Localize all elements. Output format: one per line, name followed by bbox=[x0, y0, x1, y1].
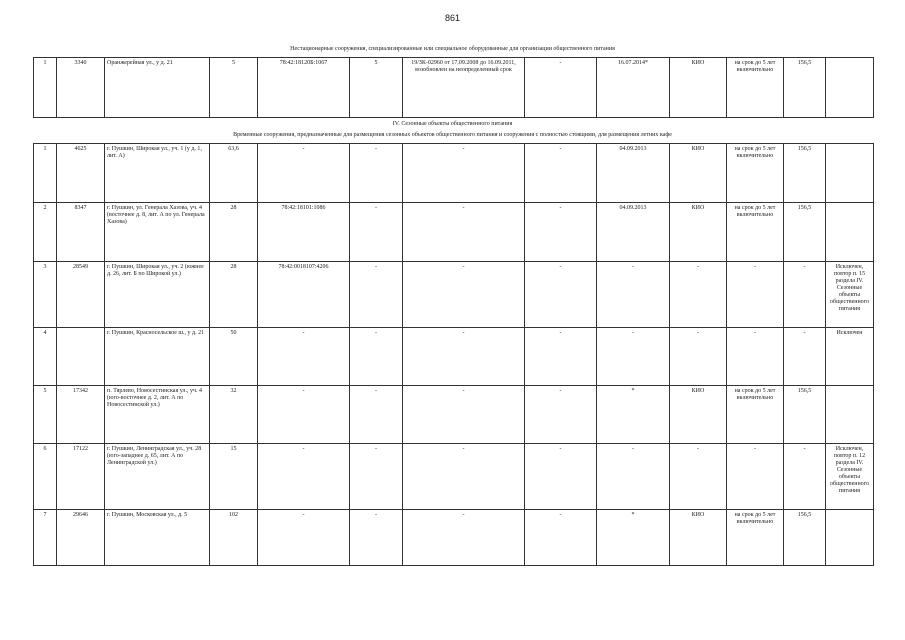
cell-code: - bbox=[784, 328, 826, 386]
cell-kio: КИО bbox=[670, 203, 727, 262]
cell-contract: - bbox=[403, 444, 525, 510]
cell-note bbox=[826, 510, 874, 566]
cell-area: 28 bbox=[210, 262, 258, 328]
table-row bbox=[34, 262, 874, 328]
cell-area2: 5 bbox=[350, 58, 403, 118]
cell-c8: - bbox=[525, 328, 597, 386]
cell-cadastre: - bbox=[258, 328, 350, 386]
cell-cadastre: - bbox=[258, 386, 350, 444]
cell-id bbox=[57, 328, 105, 386]
cell-id: 29646 bbox=[57, 510, 105, 566]
cell-area: 102 bbox=[210, 510, 258, 566]
cell-date: - bbox=[597, 444, 670, 510]
cell-term: на срок до 5 лет включительно bbox=[727, 203, 784, 262]
cell-n: 4 bbox=[34, 328, 57, 386]
cell-contract: - bbox=[403, 262, 525, 328]
cell-contract: 19/ЗК-02960 от 17.09.2008 до 16.09.2011, возобновлен на неопределенный срок bbox=[403, 58, 525, 118]
cell-term: на срок до 5 лет включительно bbox=[727, 386, 784, 444]
prev-section-caption: Нестационарные сооружения, специализированные или специальное оборудованные для организации общественного питания bbox=[290, 46, 615, 52]
section-title: IV. Сезонные объекты общественного питания bbox=[392, 121, 513, 127]
cell-note: Исключен, повтор п. 12 раздела IV. Сезонные объекты общественного питания bbox=[826, 444, 874, 510]
cell-area: 28 bbox=[210, 203, 258, 262]
page-number: 861 bbox=[444, 13, 461, 23]
cell-kio: - bbox=[670, 328, 727, 386]
cell-n: 2 bbox=[34, 203, 57, 262]
cell-term: на срок до 5 лет включительно bbox=[727, 144, 784, 203]
cell-kio: - bbox=[670, 262, 727, 328]
cell-date: * bbox=[597, 510, 670, 566]
cell-code: 156,5 bbox=[784, 386, 826, 444]
cell-note: Исключен bbox=[826, 328, 874, 386]
cell-address: п. Тярлево, Новосестинская ул., уч. 4 (юго-восточнее д. 2, лит. А по Новосестинской ул.) bbox=[105, 386, 210, 444]
cell-contract: - bbox=[403, 144, 525, 203]
cell-area: 32 bbox=[210, 386, 258, 444]
cell-id: 3340 bbox=[57, 58, 105, 118]
cell-area: 5 bbox=[210, 58, 258, 118]
cell-cadastre: - bbox=[258, 510, 350, 566]
cell-n: 1 bbox=[34, 58, 57, 118]
prev-section-table bbox=[33, 57, 874, 118]
cell-area2: - bbox=[350, 328, 403, 386]
cell-address: г. Пушкин, Ленинградская ул., уч. 28 (юго-западнее д. 65, лит. А по Ленинградской ул.) bbox=[105, 444, 210, 510]
cell-contract: - bbox=[403, 510, 525, 566]
cell-id: 28549 bbox=[57, 262, 105, 328]
cell-c8: - bbox=[525, 386, 597, 444]
cell-code: - bbox=[784, 444, 826, 510]
cell-address: Оранжерейная ул., у д. 21 bbox=[105, 58, 210, 118]
cell-note bbox=[826, 144, 874, 203]
cell-date: 16.07.2014* bbox=[597, 58, 670, 118]
cell-term: - bbox=[727, 328, 784, 386]
cell-contract: - bbox=[403, 203, 525, 262]
cell-c8: - bbox=[525, 262, 597, 328]
cell-c8: - bbox=[525, 203, 597, 262]
cell-address: г. Пушкин, ул. Генерала Хазова, уч. 4 (восточнее д. 8, лит. А по ул. Генерала Хазова) bbox=[105, 203, 210, 262]
cell-id: 8347 bbox=[57, 203, 105, 262]
table-row bbox=[34, 58, 874, 118]
cell-date: 04.09.2013 bbox=[597, 144, 670, 203]
cell-cadastre: 78:42:0018107:4206 bbox=[258, 262, 350, 328]
cell-c8: - bbox=[525, 58, 597, 118]
cell-id: 17122 bbox=[57, 444, 105, 510]
cell-id: 4625 bbox=[57, 144, 105, 203]
cell-cadastre: 78:42:18120Б:1067 bbox=[258, 58, 350, 118]
cell-area2: - bbox=[350, 444, 403, 510]
cell-term: - bbox=[727, 262, 784, 328]
cell-area2: - bbox=[350, 144, 403, 203]
cell-address: г. Пушкин, Широкая ул., уч. 2 (южнее д. 26, лит. Б по Широкой ул.) bbox=[105, 262, 210, 328]
cell-area: 63,6 bbox=[210, 144, 258, 203]
cell-area: 50 bbox=[210, 328, 258, 386]
cell-code: 156,5 bbox=[784, 510, 826, 566]
cell-c8: - bbox=[525, 444, 597, 510]
cell-term: на срок до 5 лет включительно bbox=[727, 58, 784, 118]
cell-kio: - bbox=[670, 444, 727, 510]
cell-term: на срок до 5 лет включительно bbox=[727, 510, 784, 566]
cell-note: Исключен, повтор п. 15 раздела IV. Сезонные объекты общественного питания bbox=[826, 262, 874, 328]
cell-kio: КИО bbox=[670, 58, 727, 118]
table-row bbox=[34, 386, 874, 444]
cell-code: 156,5 bbox=[784, 58, 826, 118]
cell-area2: - bbox=[350, 262, 403, 328]
cell-contract: - bbox=[403, 328, 525, 386]
cell-kio: КИО bbox=[670, 144, 727, 203]
section-caption: Временные сооружения, предназначенные для размещения сезонных объектов общественного питания и сооружения с полностью стоящими, для размещения летних кафе bbox=[233, 132, 672, 138]
cell-kio: КИО bbox=[670, 510, 727, 566]
table-row bbox=[34, 444, 874, 510]
cell-area2: - bbox=[350, 386, 403, 444]
cell-address: г. Пушкин, Московская ул., д. 5 bbox=[105, 510, 210, 566]
table-row bbox=[34, 144, 874, 203]
cell-term: - bbox=[727, 444, 784, 510]
table-row bbox=[34, 510, 874, 566]
cell-address: г. Пушкин, Широкая ул., уч. 1 (у д. 1, лит. А) bbox=[105, 144, 210, 203]
cell-area: 15 bbox=[210, 444, 258, 510]
cell-area2: - bbox=[350, 510, 403, 566]
cell-address: г. Пушкин, Красносельское ш., у д. 21 bbox=[105, 328, 210, 386]
cell-code: - bbox=[784, 262, 826, 328]
section-table bbox=[33, 143, 874, 566]
cell-n: 3 bbox=[34, 262, 57, 328]
cell-contract: - bbox=[403, 386, 525, 444]
cell-date: 04.09.2013 bbox=[597, 203, 670, 262]
cell-cadastre: 78:42:18101:1086 bbox=[258, 203, 350, 262]
cell-n: 1 bbox=[34, 144, 57, 203]
cell-code: 156,5 bbox=[784, 203, 826, 262]
cell-note bbox=[826, 58, 874, 118]
cell-area2: - bbox=[350, 203, 403, 262]
cell-id: 17342 bbox=[57, 386, 105, 444]
cell-note bbox=[826, 203, 874, 262]
cell-note bbox=[826, 386, 874, 444]
cell-date: - bbox=[597, 328, 670, 386]
cell-cadastre: - bbox=[258, 444, 350, 510]
cell-c8: - bbox=[525, 510, 597, 566]
cell-cadastre: - bbox=[258, 144, 350, 203]
cell-kio: КИО bbox=[670, 386, 727, 444]
cell-n: 6 bbox=[34, 444, 57, 510]
cell-c8: - bbox=[525, 144, 597, 203]
cell-n: 5 bbox=[34, 386, 57, 444]
table-row bbox=[34, 203, 874, 262]
cell-n: 7 bbox=[34, 510, 57, 566]
cell-date: * bbox=[597, 386, 670, 444]
cell-date: - bbox=[597, 262, 670, 328]
table-row bbox=[34, 328, 874, 386]
cell-code: 156,5 bbox=[784, 144, 826, 203]
